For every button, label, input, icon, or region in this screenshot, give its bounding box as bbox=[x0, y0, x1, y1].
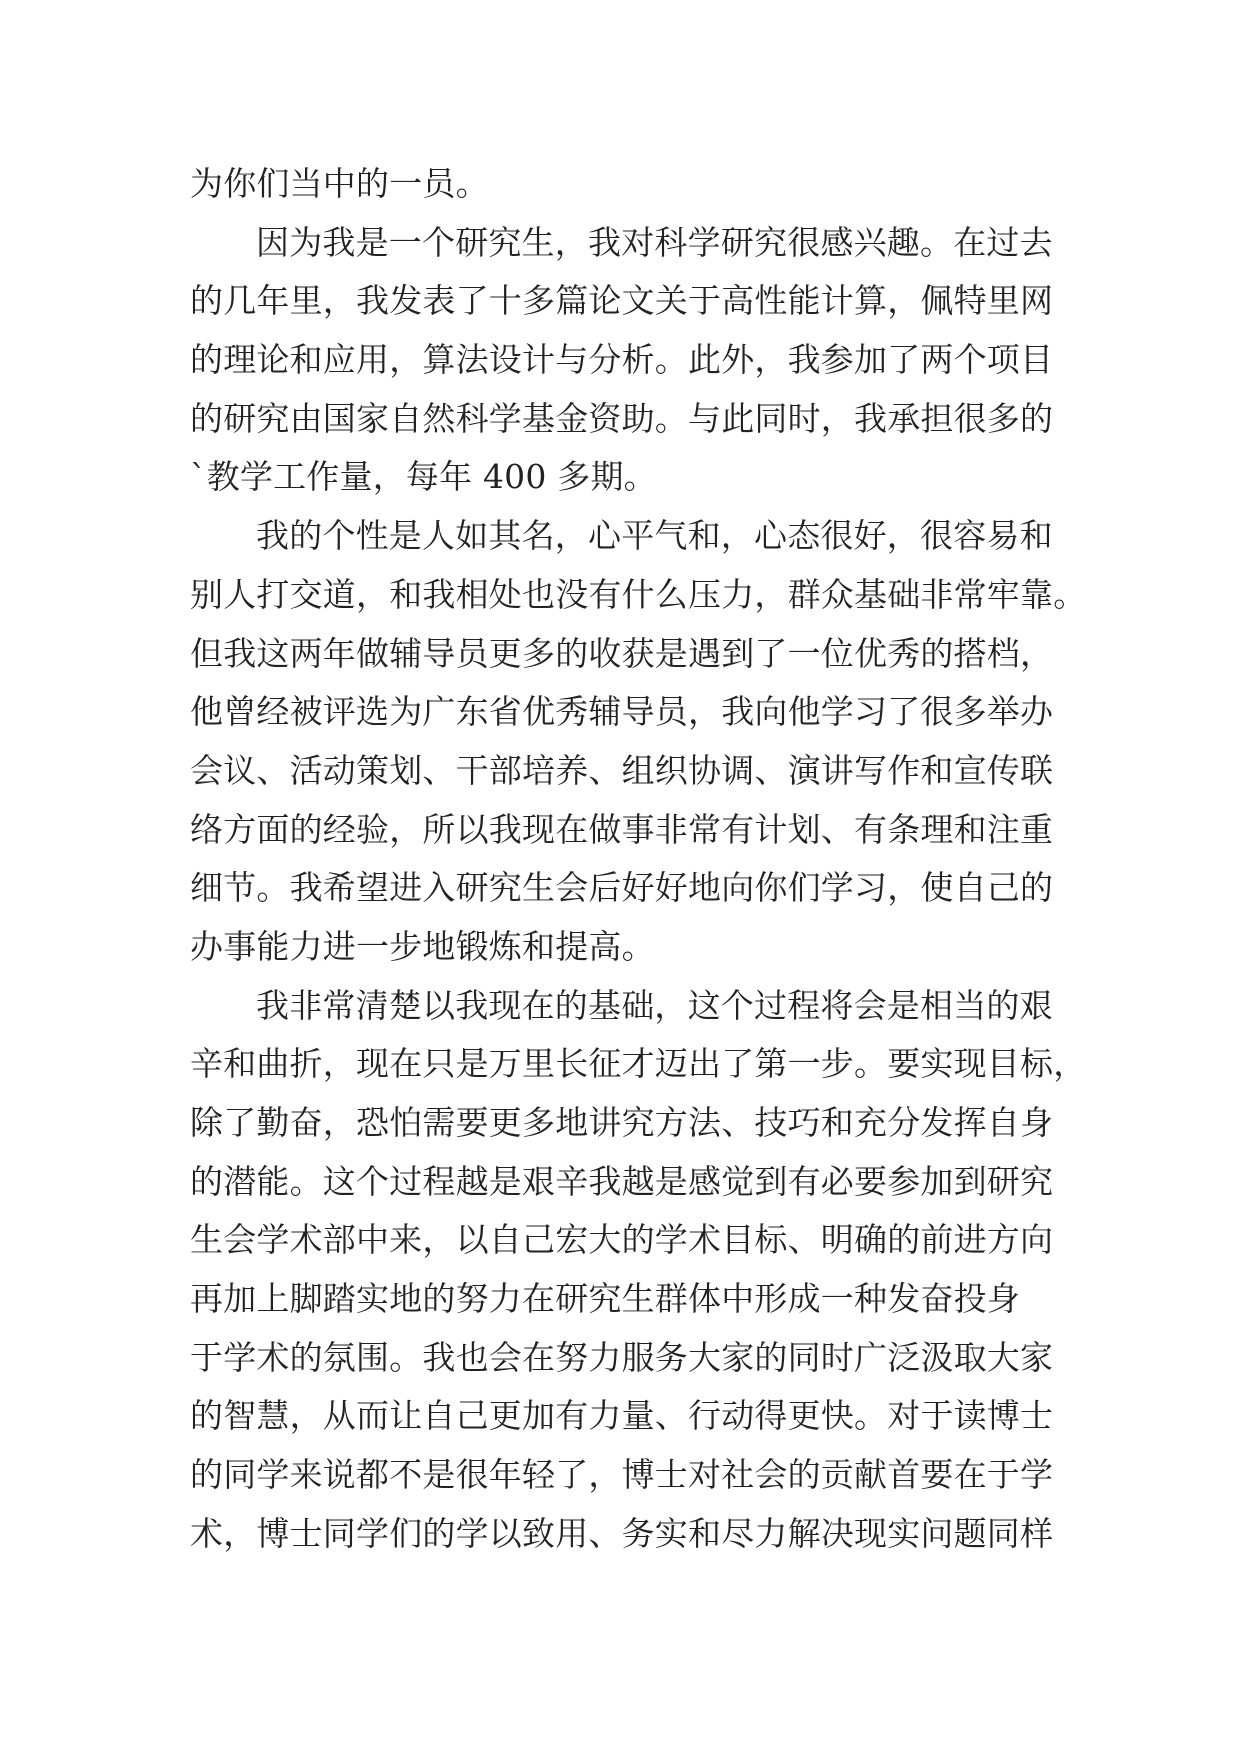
text-line: 他曾经被评选为广东省优秀辅导员，我向他学习了很多举办 bbox=[190, 692, 1054, 732]
text-line: 的智慧，从而让自己更加有力量、行动得更快。对于读博士 bbox=[190, 1396, 1054, 1436]
text-line: 的潜能。这个过程越是艰辛我越是感觉到有必要参加到研究 bbox=[190, 1161, 1054, 1201]
text-line: 为你们当中的一员。 bbox=[190, 164, 489, 203]
text-line: 除了勤奋，恐怕需要更多地讲究方法、技巧和充分发挥自身 bbox=[190, 1103, 1054, 1142]
text-line: 我的个性是人如其名，心平气和，心态很好，很容易和 bbox=[256, 516, 1053, 556]
text-line: 络方面的经验，所以我现在做事非常有计划、有条理和注重 bbox=[190, 809, 1054, 849]
text-line: 生会学术部中来，以自己宏大的学术目标、明确的前进方向 bbox=[190, 1220, 1054, 1260]
document-body bbox=[190, 155, 1087, 1564]
text-line: 别人打交道，和我相处也没有什么压力，群众基础非常牢靠。 bbox=[190, 574, 1087, 614]
text-line: 的几年里，我发表了十多篇论文关于高性能计算，佩特里网 bbox=[190, 281, 1054, 321]
text-line: 于学术的氛围。我也会在努力服务大家的同时广泛汲取大家 bbox=[190, 1337, 1054, 1377]
text-line: 再加上脚踏实地的努力在研究生群体中形成一种发奋投身 bbox=[190, 1279, 1020, 1319]
text-line: 但我这两年做辅导员更多的收获是遇到了一位优秀的搭档， bbox=[190, 633, 1054, 673]
text-line: 的理论和应用，算法设计与分析。此外，我参加了两个项目 bbox=[190, 340, 1054, 380]
text-line: 的研究由国家自然科学基金资助。与此同时，我承担很多的 bbox=[190, 398, 1054, 438]
text-line: 术，博士同学们的学以致用、务实和尽力解决现实问题同样 bbox=[190, 1513, 1054, 1553]
text-line: `教学工作量，每年 400 多期。 bbox=[190, 457, 657, 497]
text-line: 办事能力进一步地锻炼和提高。 bbox=[190, 926, 655, 966]
text-line: 我非常清楚以我现在的基础，这个过程将会是相当的艰 bbox=[256, 985, 1053, 1025]
text-line: 的同学来说都不是很年轻了，博士对社会的贡献首要在于学 bbox=[190, 1455, 1054, 1495]
text-line: 细节。我希望进入研究生会后好好地向你们学习，使自己的 bbox=[190, 868, 1054, 908]
text-line: 会议、活动策划、干部培养、组织协调、演讲写作和宣传联 bbox=[190, 750, 1054, 790]
text-line: 辛和曲折，现在只是万里长征才迈出了第一步。要实现目标， bbox=[190, 1044, 1087, 1084]
text-line: 因为我是一个研究生，我对科学研究很感兴趣。在过去 bbox=[256, 222, 1053, 262]
